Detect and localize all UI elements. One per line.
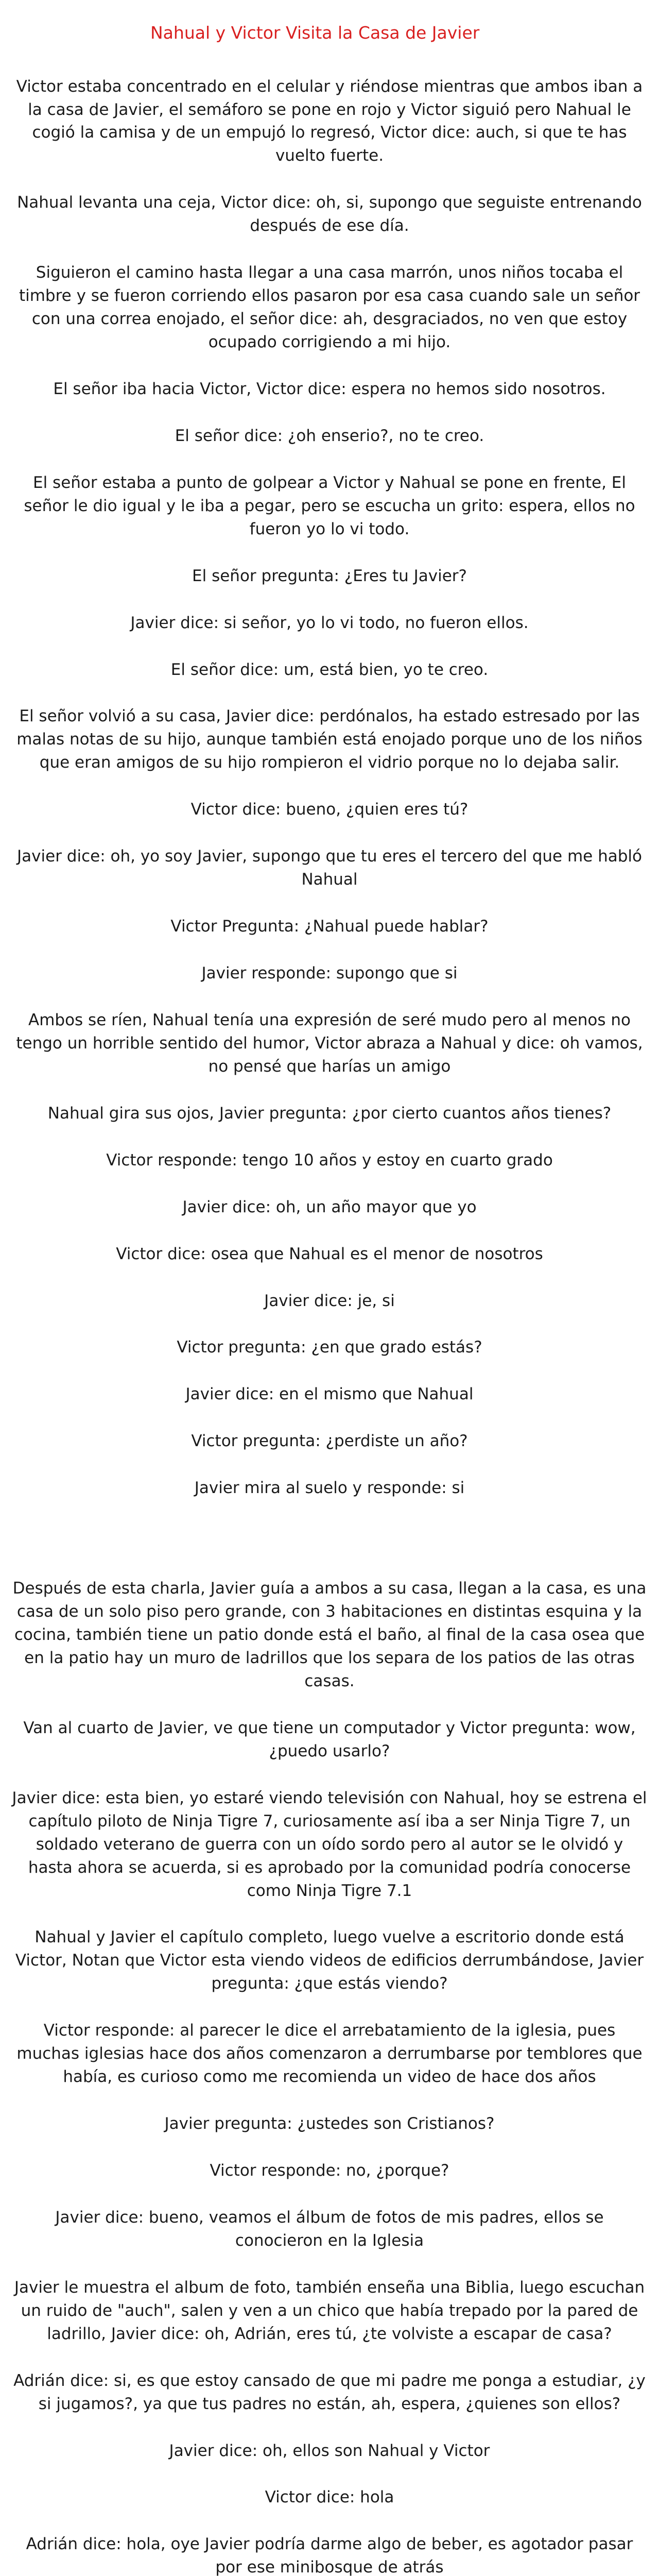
story-paragraph: Victor dice: osea que Nahual es el menor de nosotros	[116, 1244, 543, 1263]
story-paragraph: Victor dice: bueno, ¿quien eres tú?	[190, 800, 469, 819]
story-paragraph: Javier pregunta: ¿ustedes son Cristianos?	[164, 2114, 495, 2133]
story-paragraph: Nahual levanta una ceja, Victor dice: oh, si, supongo que seguiste entrenando después de ese día.	[17, 193, 642, 235]
story-body-part-2	[11, 1577, 648, 2576]
story-paragraph: Nahual gira sus ojos, Javier pregunta: ¿por cierto cuantos años tienes?	[47, 1104, 612, 1123]
story-paragraph: Javier dice: oh, ellos son Nahual y Victor	[169, 2441, 490, 2460]
story-paragraph: Javier dice: oh, yo soy Javier, supongo que tu eres el tercero del que me habló Nahual	[17, 847, 642, 889]
story-paragraph: El señor volvió a su casa, Javier dice: perdónalos, ha estado estresado por las malas notas de su hijo, aunque también está enojado porque uno de los niños que eran amigos de su hijo rompieron el vidrio porque no lo dejaba salir.	[16, 707, 643, 772]
story-paragraph: Victor responde: al parecer le dice el arrebatamiento de la iglesia, pues muchas iglesias hace dos años comenzaron a derrumbarse por temblores que había, es curioso como me recomienda un video de hace dos años	[16, 2021, 643, 2087]
story-paragraph: Javier dice: si señor, yo lo vi todo, no fueron ellos.	[130, 613, 529, 632]
story-paragraph: Ambos se ríen, Nahual tenía una expresión de seré mudo pero al menos no tengo un horrible sentido del humor, Victor abraza a Nahual y dice: oh vamos, no pensé que harías un amigo	[16, 1010, 643, 1076]
story-paragraph: Victor pregunta: ¿perdiste un año?	[191, 1432, 468, 1451]
story-paragraph: Javier mira al suelo y responde: si	[194, 1479, 465, 1498]
story-paragraph: Nahual y Javier el capítulo completo, luego vuelve a escritorio donde está Victor, Notan que Victor esta viendo videos de edificios derrumbándose, Javier pregunta: ¿que estás viendo?	[15, 1928, 644, 1993]
story-paragraph: Victor pregunta: ¿en que grado estás?	[177, 1338, 482, 1357]
section-gap	[11, 1523, 648, 1577]
story-paragraph: El señor dice: um, está bien, yo te creo.	[170, 660, 489, 679]
story-paragraph: Javier le muestra el album de foto, también enseña una Biblia, luego escuchan un ruido de "auch", salen y ven a un chico que había trepado por la pared de ladrillo, Javier dice: oh, Adrián, eres tú, ¿te volviste a escapar de casa?	[14, 2278, 645, 2343]
story-paragraph: El señor pregunta: ¿Eres tu Javier?	[192, 566, 467, 585]
story-paragraph: Victor dice: hola	[265, 2488, 394, 2507]
story-paragraph: Victor estaba concentrado en el celular y riéndose mientras que ambos iban a la casa de Javier, el semáforo se pone en rojo y Victor siguió pero Nahual le cogió la camisa y de un empujó lo regresó, Victor dice: auch, si que te has vuelto fuerte.	[16, 77, 643, 165]
story-paragraph: Después de esta charla, Javier guía a ambos a su casa, llegan a la casa, es una casa de un solo piso pero grande, con 3 habitaciones en distintas esquina y la cocina, también tiene un patio donde está el baño, al final de la casa osea que en la patio hay un muro de ladrillos que los separa de los patios de las otras casas.	[12, 1579, 647, 1690]
story-paragraph: El señor iba hacia Victor, Victor dice: espera no hemos sido nosotros.	[53, 379, 606, 398]
story-paragraph: Javier dice: esta bien, yo estaré viendo televisión con Nahual, hoy se estrena el capítulo piloto de Ninja Tigre 7, curiosamente así iba a ser Ninja Tigre 7, un soldado veterano de guerra con un oído sordo pero al autor se le olvidó y hasta ahora se acuerda, si es aprobado por la comunidad podría conocerse como Ninja Tigre 7.1	[12, 1788, 647, 1900]
story-paragraph: Javier dice: en el mismo que Nahual	[185, 1385, 474, 1404]
story-title: Nahual y Victor Visita la Casa de Javier	[150, 23, 480, 43]
story-paragraph: Victor Pregunta: ¿Nahual puede hablar?	[170, 917, 489, 936]
story-paragraph: Victor responde: tengo 10 años y estoy en cuarto grado	[106, 1150, 553, 1170]
story-paragraph: Javier dice: bueno, veamos el álbum de fotos de mis padres, ellos se conocieron en la Iglesia	[55, 2208, 604, 2250]
story-paragraph: Adrián dice: si, es que estoy cansado de que mi padre me ponga a estudiar, ¿y si jugamos?, ya que tus padres no están, ah, espera, ¿quienes son ellos?	[13, 2371, 646, 2413]
story-paragraph: Javier dice: oh, un año mayor que yo	[182, 1197, 477, 1216]
story-paragraph: Adrián dice: hola, oye Javier podría darme algo de beber, es agotador pasar por ese minibosque de atrás	[26, 2535, 633, 2576]
story-paragraph: Siguieron el camino hasta llegar a una casa marrón, unos niños tocaba el timbre y se fueron corriendo ellos pasaron por esa casa cuando sale un señor con una correa enojado, el señor dice: ah, desgraciados, no ven que estoy ocupado corrigiendo a mi hijo.	[19, 263, 640, 352]
story-paragraph: Van al cuarto de Javier, ve que tiene un computador y Victor pregunta: wow, ¿puedo usarlo?	[23, 1718, 636, 1760]
story-paragraph: Javier dice: je, si	[264, 1291, 395, 1310]
story-paragraph: El señor dice: ¿oh enserio?, no te creo.	[175, 426, 484, 445]
story-paragraph: Victor responde: no, ¿porque?	[210, 2161, 449, 2180]
story-body-part-1	[11, 75, 648, 1500]
story-paragraph: El señor estaba a punto de golpear a Victor y Nahual se pone en frente, El señor le dio igual y le iba a pegar, pero se escucha un grito: espera, ellos no fueron yo lo vi todo.	[24, 473, 635, 538]
story-paragraph: Javier responde: supongo que si	[201, 964, 458, 983]
